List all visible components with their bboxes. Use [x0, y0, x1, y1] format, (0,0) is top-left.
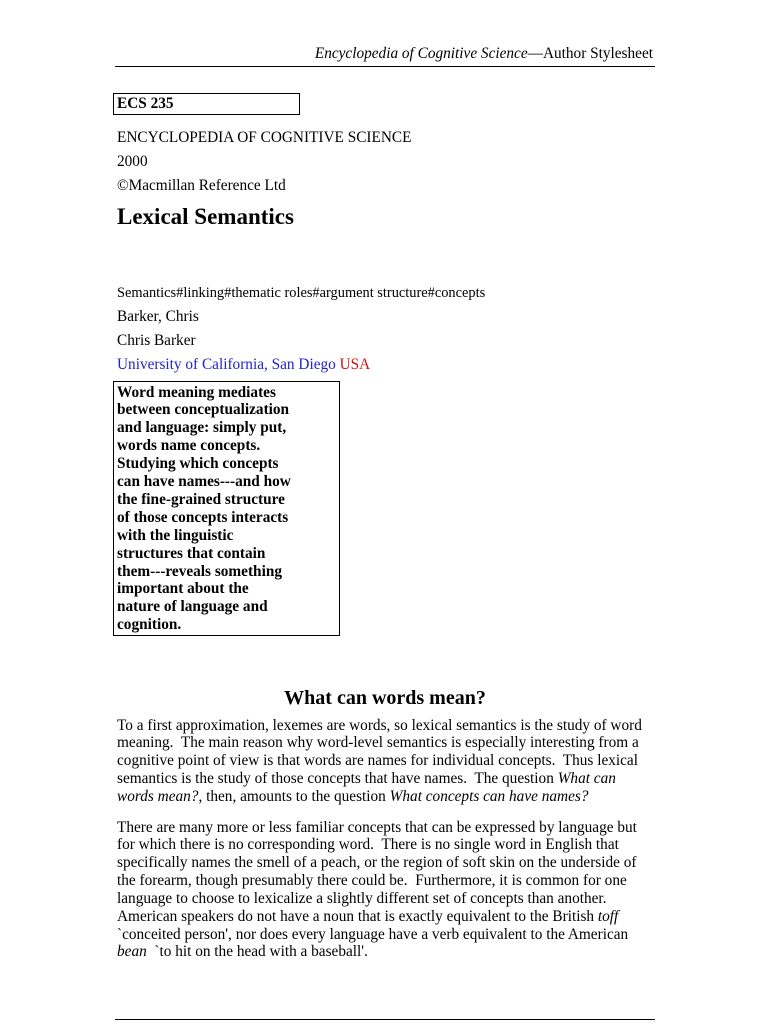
section-heading: What can words mean? — [284, 686, 486, 709]
paragraph-line: To a first approximation, lexemes are words, so lexical semantics is the study of word — [117, 716, 642, 734]
author-index-name: Barker, Chris — [117, 308, 199, 325]
abstract-line: Studying which concepts — [117, 455, 279, 473]
encyclopedia-name: ENCYCLOPEDIA OF COGNITIVE SCIENCE — [117, 129, 412, 146]
abstract-line: and language: simply put, — [117, 419, 287, 437]
italic-phrase: What can — [557, 769, 616, 787]
italic-phrase: What concepts can have names? — [389, 787, 589, 805]
copyright-notice: ©Macmillan Reference Ltd — [117, 177, 286, 194]
article-code: ECS 235 — [117, 95, 174, 112]
abstract-line: can have names---and how — [117, 473, 291, 491]
abstract-line: the fine-grained structure — [117, 490, 285, 508]
keywords: Semantics#linking#thematic roles#argument structure#concepts — [117, 285, 486, 301]
abstract-line: with the linguistic — [117, 526, 234, 544]
publication-info — [117, 126, 411, 198]
text-run: `to hit on the head with a baseball'. — [146, 943, 368, 961]
author-info — [117, 305, 370, 377]
text-run: , then, amounts to the question — [198, 787, 390, 805]
paragraph-line — [117, 770, 642, 788]
abstract-line: cognition. — [117, 616, 182, 634]
paragraph-line: cognitive point of view is that words are names for individual concepts. Thus lexical — [117, 752, 638, 769]
italic-phrase: bean — [117, 943, 147, 961]
running-header — [315, 45, 653, 63]
paragraph-line — [117, 943, 637, 961]
paragraph-line — [117, 908, 637, 926]
abstract-line: words name concepts. — [117, 437, 261, 455]
paragraph — [117, 819, 637, 962]
publication-year: 2000 — [117, 153, 148, 170]
paragraph — [117, 717, 642, 806]
running-header-title: Encyclopedia of Cognitive Science — [314, 45, 528, 62]
article-title: Lexical Semantics — [117, 204, 294, 229]
paragraph-line: language to choose to lexicalize a slightly different set of concepts than another. — [117, 889, 607, 907]
italic-phrase: toff — [597, 907, 619, 925]
paragraph-line: `conceited person', nor does every language have a verb equivalent to the American — [117, 925, 629, 943]
author-affiliation-line — [117, 353, 370, 377]
paragraph-line: the forearm, though presumably there could be. Furthermore, it is common for one — [117, 872, 627, 890]
article-code-box — [113, 93, 300, 115]
footer-rule — [115, 1019, 655, 1020]
author-affiliation: University of California, San Diego — [117, 356, 336, 373]
abstract-line: of those concepts interacts — [117, 508, 289, 526]
abstract-line: important about the — [117, 580, 249, 598]
abstract-line: nature of language and — [117, 598, 268, 616]
paragraph-line — [117, 788, 642, 806]
text-run: American speakers do not have a noun that is exactly equivalent to the British — [117, 907, 598, 925]
abstract-line: structures that contain — [117, 544, 266, 562]
abstract-line: them---reveals something — [117, 562, 282, 580]
header-rule — [115, 66, 655, 67]
paragraph-line: for which there is no corresponding word. There is no single word in English that — [117, 836, 619, 854]
author-display-name: Chris Barker — [117, 332, 196, 349]
author-country: USA — [339, 356, 371, 373]
abstract-line: Word meaning mediates — [117, 383, 276, 401]
abstract-line: between conceptualization — [117, 401, 290, 419]
text-run: semantics is the study of those concepts that have names. The question — [117, 769, 558, 787]
paragraph-line: There are many more or less familiar concepts that can be expressed by language but — [117, 818, 637, 836]
paragraph-line: specifically names the smell of a peach, or the region of soft skin on the underside of — [117, 854, 637, 872]
running-header-suffix: —Author Stylesheet — [527, 45, 653, 62]
paragraph-line: meaning. The main reason why word-level semantics is especially interesting from a — [117, 734, 639, 752]
italic-phrase: words mean? — [117, 787, 199, 805]
abstract-box — [113, 381, 340, 636]
